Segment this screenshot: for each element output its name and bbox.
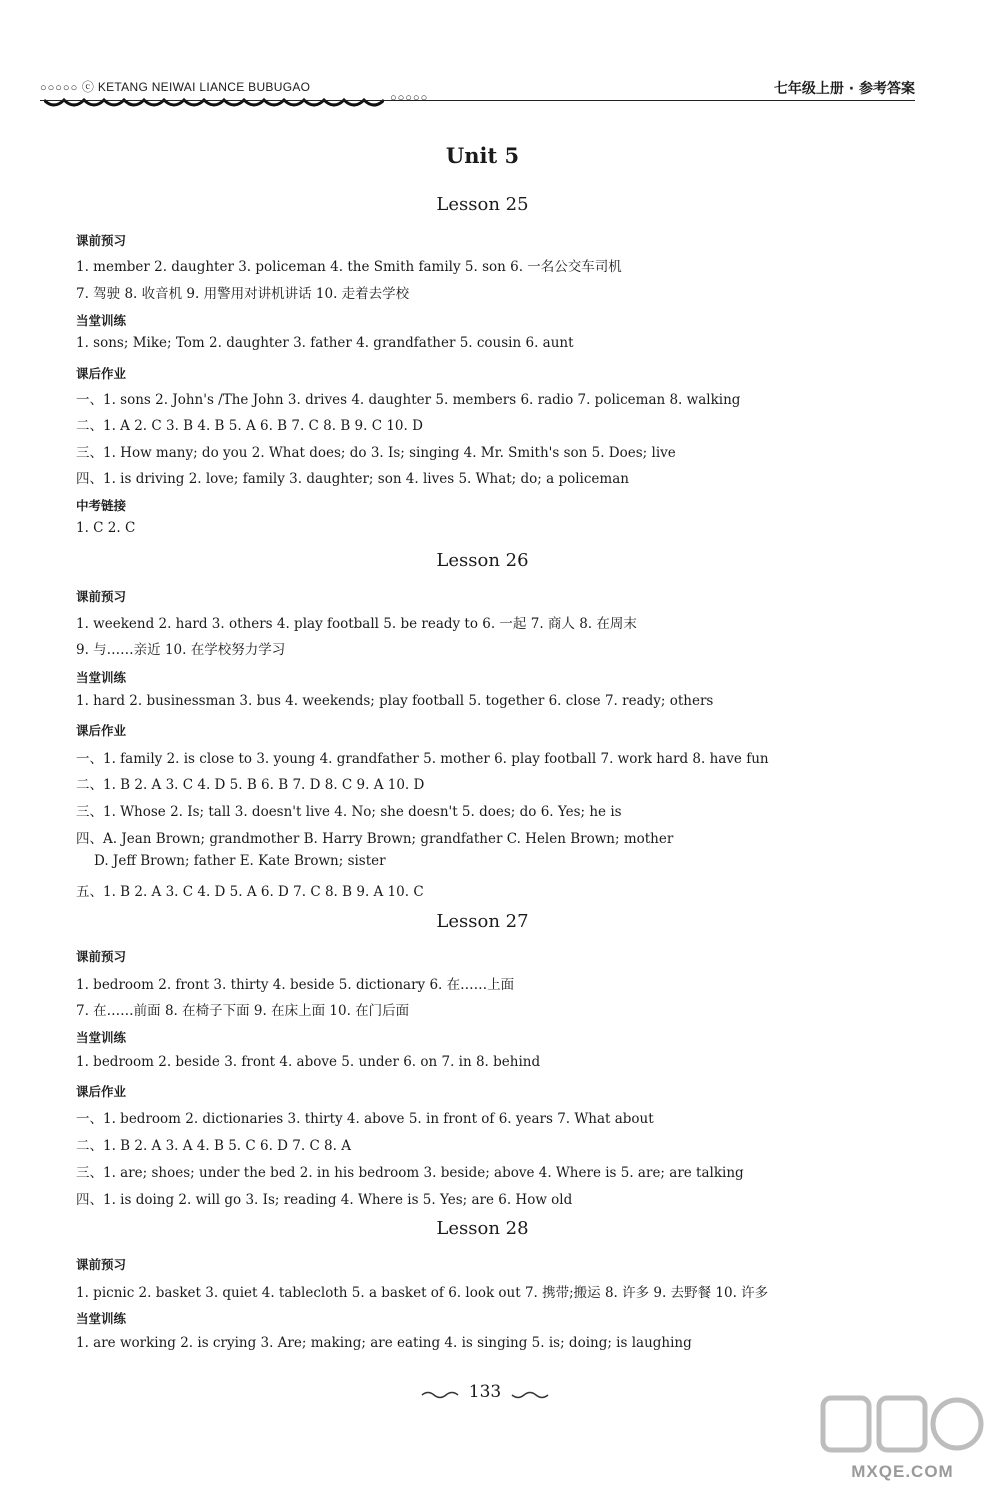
footer-ornament-right-icon: [510, 1390, 550, 1400]
lesson-title: Lesson 25: [436, 194, 529, 215]
answer-line: 二、1. A 2. C 3. B 4. B 5. A 6. B 7. C 8. B 9. C 10. D: [76, 418, 423, 434]
answer-line: 1. bedroom 2. front 3. thirty 4. beside 5. dictionary 6. 在……上面: [76, 977, 515, 993]
section-heading: 课前预习: [76, 589, 127, 604]
answer-line: 7. 驾驶 8. 收音机 9. 用警用对讲机讲话 10. 走着去学校: [76, 286, 410, 302]
answer-line: 三、1. Whose 2. Is; tall 3. doesn't live 4. No; she doesn't 5. does; do 6. Yes; he is: [76, 804, 622, 820]
page-header: [40, 78, 915, 110]
section-heading: 当堂训练: [76, 1311, 127, 1326]
header-dots-left: ○○○○○: [40, 82, 79, 94]
header-rule: [40, 100, 915, 101]
answer-line: 二、1. B 2. A 3. C 4. D 5. B 6. B 7. D 8. C 9. A 10. D: [76, 777, 425, 793]
lesson-title: Lesson 26: [436, 550, 529, 571]
section-heading: 中考链接: [76, 498, 127, 513]
series-name: KETANG NEIWAI LIANCE BUBUGAO: [97, 80, 311, 94]
header-dots-mid: ○○○○○: [390, 92, 429, 104]
answer-line: 1. hard 2. businessman 3. bus 4. weekends; play football 5. together 6. close 7. ready; others: [76, 693, 714, 709]
answer-line: 五、1. B 2. A 3. C 4. D 5. A 6. D 7. C 8. B 9. A 10. C: [76, 884, 424, 900]
section-heading: 当堂训练: [76, 670, 127, 685]
watermark-logo-icon: [815, 1390, 990, 1460]
page-footer: [420, 1378, 550, 1408]
answer-line: 1. bedroom 2. beside 3. front 4. above 5. under 6. on 7. in 8. behind: [76, 1054, 541, 1070]
section-heading: 课后作业: [76, 1084, 127, 1099]
answer-line: 三、1. are; shoes; under the bed 2. in his bedroom 3. beside; above 4. Where is 5. are; are talking: [76, 1165, 744, 1181]
lesson-title: Lesson 28: [436, 1218, 529, 1239]
answer-line: 一、1. sons 2. John's /The John 3. drives 4. daughter 5. members 6. radio 7. policeman 8. walking: [76, 392, 741, 408]
answer-line: 四、1. is doing 2. will go 3. Is; reading 4. Where is 5. Yes; are 6. How old: [76, 1192, 573, 1208]
section-heading: 课前预习: [76, 233, 127, 248]
answer-line: 9. 与……亲近 10. 在学校努力学习: [76, 642, 286, 658]
answer-line: 1. C 2. C: [76, 520, 136, 536]
unit-title: Unit 5: [445, 143, 520, 168]
answer-line: 二、1. B 2. A 3. A 4. B 5. C 6. D 7. C 8. A: [76, 1138, 351, 1154]
section-heading: 课后作业: [76, 723, 127, 738]
series-title: [40, 78, 310, 95]
page-number: 133: [468, 1382, 502, 1402]
answer-line: 7. 在……前面 8. 在椅子下面 9. 在床上面 10. 在门后面: [76, 1003, 410, 1019]
answer-line: 1. picnic 2. basket 3. quiet 4. tablecloth 5. a basket of 6. look out 7. 携带;搬运 8. 许多 9. 去野餐 10. 许多: [76, 1285, 769, 1301]
answer-line: 1. member 2. daughter 3. policeman 4. the Smith family 5. son 6. 一名公交车司机: [76, 259, 622, 275]
section-heading: 当堂训练: [76, 313, 127, 328]
section-heading: 当堂训练: [76, 1030, 127, 1045]
watermark-text: MXQE.COM: [851, 1462, 954, 1481]
answer-line: 1. weekend 2. hard 3. others 4. play football 5. be ready to 6. 一起 7. 商人 8. 在周末: [76, 616, 637, 632]
section-heading: 课前预习: [76, 1257, 127, 1272]
answer-line: 1. sons; Mike; Tom 2. daughter 3. father 4. grandfather 5. cousin 6. aunt: [76, 335, 574, 351]
header-wave-ornament: [44, 96, 384, 110]
answer-line: 一、1. bedroom 2. dictionaries 3. thirty 4. above 5. in front of 6. years 7. What about: [76, 1111, 654, 1127]
lesson-title: Lesson 27: [436, 911, 529, 932]
logo-icon: ⓒ: [81, 80, 95, 94]
answer-line: D. Jeff Brown; father E. Kate Brown; sister: [94, 853, 386, 869]
section-heading: 课后作业: [76, 366, 127, 381]
section-heading: 课前预习: [76, 949, 127, 964]
answer-line: 1. are working 2. is crying 3. Are; making; are eating 4. is singing 5. is; doing; is laughing: [76, 1335, 692, 1351]
answer-line: 四、1. is driving 2. love; family 3. daughter; son 4. lives 5. What; do; a policeman: [76, 471, 629, 487]
book-subtitle: 七年级上册 · 参考答案: [773, 81, 915, 97]
answer-line: 三、1. How many; do you 2. What does; do 3. Is; singing 4. Mr. Smith's son 5. Does; live: [76, 445, 676, 461]
watermark: [815, 1390, 990, 1482]
answer-line: 一、1. family 2. is close to 3. young 4. grandfather 5. mother 6. play football 7. work hard 8. have fun: [76, 751, 769, 767]
answer-line: 四、A. Jean Brown; grandmother B. Harry Brown; grandfather C. Helen Brown; mother: [76, 831, 674, 847]
